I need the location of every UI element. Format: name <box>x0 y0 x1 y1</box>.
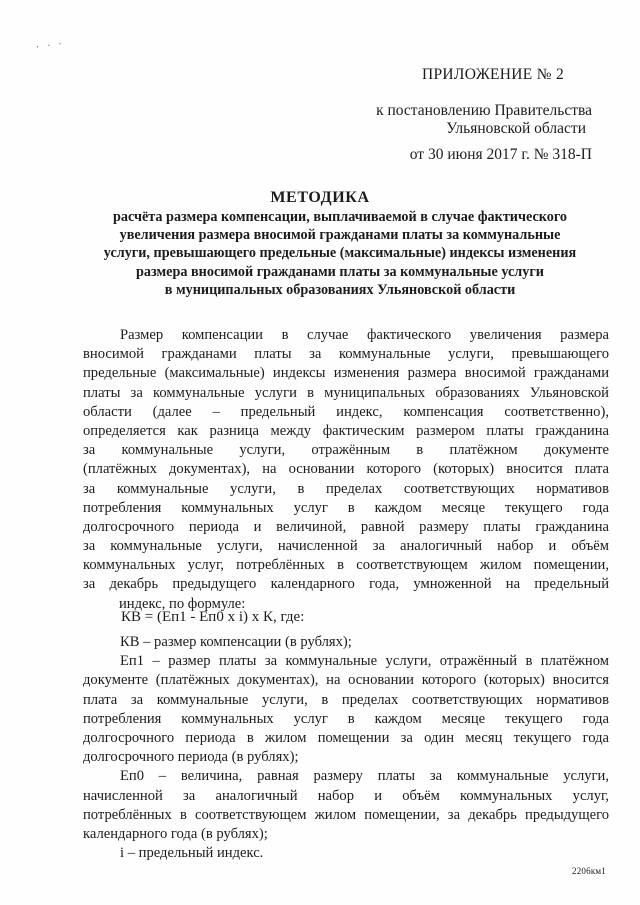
resolution-reference: к постановлению Правительства <box>376 102 592 119</box>
subtitle-line: услуги, превышающего предельные (максимальные) индексы изменения <box>103 245 577 262</box>
paragraph-line: потребления коммунальных услуг в каждом месяце текущего года <box>83 499 609 516</box>
region-reference: Ульяновской области <box>446 120 586 137</box>
definition-i: i – предельный индекс. <box>120 845 264 862</box>
document-code: 2206км1 <box>572 866 606 876</box>
formula: КВ = (Еп1 - Еп0 х i) х К, где: <box>121 609 305 625</box>
definition-en0: Еп0 – величина, равная размеру платы за коммунальные услуги, <box>120 768 609 785</box>
definition-line: начисленной за аналогичный набор и объём коммунальных услуг, <box>83 787 609 804</box>
scan-specks: · · · <box>35 38 66 52</box>
paragraph-line: за коммунальные услуги, начисленной за аналогичный набор и объём <box>83 538 609 555</box>
paragraph-line: платы за коммунальные услуги в муниципальных образованиях Ульяновской <box>83 384 609 401</box>
definition-line: плата за коммунальные услуги, в пределах соответствующих нормативов <box>83 691 609 708</box>
definition-line: долгосрочного периода (в рублях); <box>83 749 299 766</box>
definition-kv: КВ – размер компенсации (в рублях); <box>120 634 352 650</box>
paragraph-line: индекс, по формуле: <box>119 595 246 612</box>
paragraph-line: за декабрь предыдущего календарного года, умноженной на предельный <box>83 576 609 593</box>
definitions <box>83 633 609 863</box>
definition-line: календарного года (в рублях); <box>83 825 268 842</box>
paragraph-line: долгосрочного периода и величиной, равной размеру платы гражданина <box>83 518 609 535</box>
definition-line: долгосрочного периода в жилом помещении за один месяц текущего года <box>83 729 609 746</box>
appendix-heading: ПРИЛОЖЕНИЕ № 2 <box>422 66 565 83</box>
paragraph-line: определяется как разница между фактическим размером платы гражданина <box>83 422 609 439</box>
paragraph-line: за коммунальные услуги, в пределах соответствующих нормативов <box>83 480 609 497</box>
document-title: МЕТОДИКА <box>270 189 370 206</box>
paragraph-line: коммунальных услуг, потреблённых в соответствующем жилом помещении, <box>83 557 609 574</box>
paragraph-line: (платёжных документах), на основании которого (которых) вносится плата <box>83 461 609 478</box>
paragraph-line: вносимой гражданами платы за коммунальные услуги, превышающего <box>83 346 609 363</box>
subtitle-line: расчёта размера компенсации, выплачиваемой в случае фактического <box>112 209 568 225</box>
definition-line: потреблённых в соответствующем жилом помещении, за декабрь предыдущего <box>83 806 609 823</box>
subtitle-line: размера вносимой гражданами платы за коммунальные услуги <box>136 263 544 280</box>
document-subtitle <box>80 208 600 299</box>
subtitle-line: увеличения размера вносимой гражданами платы за коммунальные <box>119 227 561 244</box>
resolution-date: от 30 июня 2017 г. № 318-П <box>409 146 592 163</box>
paragraph-main <box>83 326 609 614</box>
definition-en1: Еп1 – размер платы за коммунальные услуги, отражённый в платёжном <box>120 653 609 670</box>
definition-line: документе (платёжных документах), на основании которого (которых) вносится <box>83 672 609 689</box>
paragraph-line: Размер компенсации в случае фактического увеличения размера <box>120 327 609 343</box>
subtitle-line: в муниципальных образованиях Ульяновской области <box>164 281 516 298</box>
paragraph-line: области (далее – предельный индекс, компенсация соответственно), <box>83 403 609 420</box>
paragraph-line: за коммунальные услуги, отражённым в платёжном документе <box>83 442 609 459</box>
paragraph-line: предельные (максимальные) индексы изменения размера вносимой гражданами <box>83 365 609 382</box>
definition-line: потребления коммунальных услуг в каждом месяце текущего года <box>83 710 609 727</box>
